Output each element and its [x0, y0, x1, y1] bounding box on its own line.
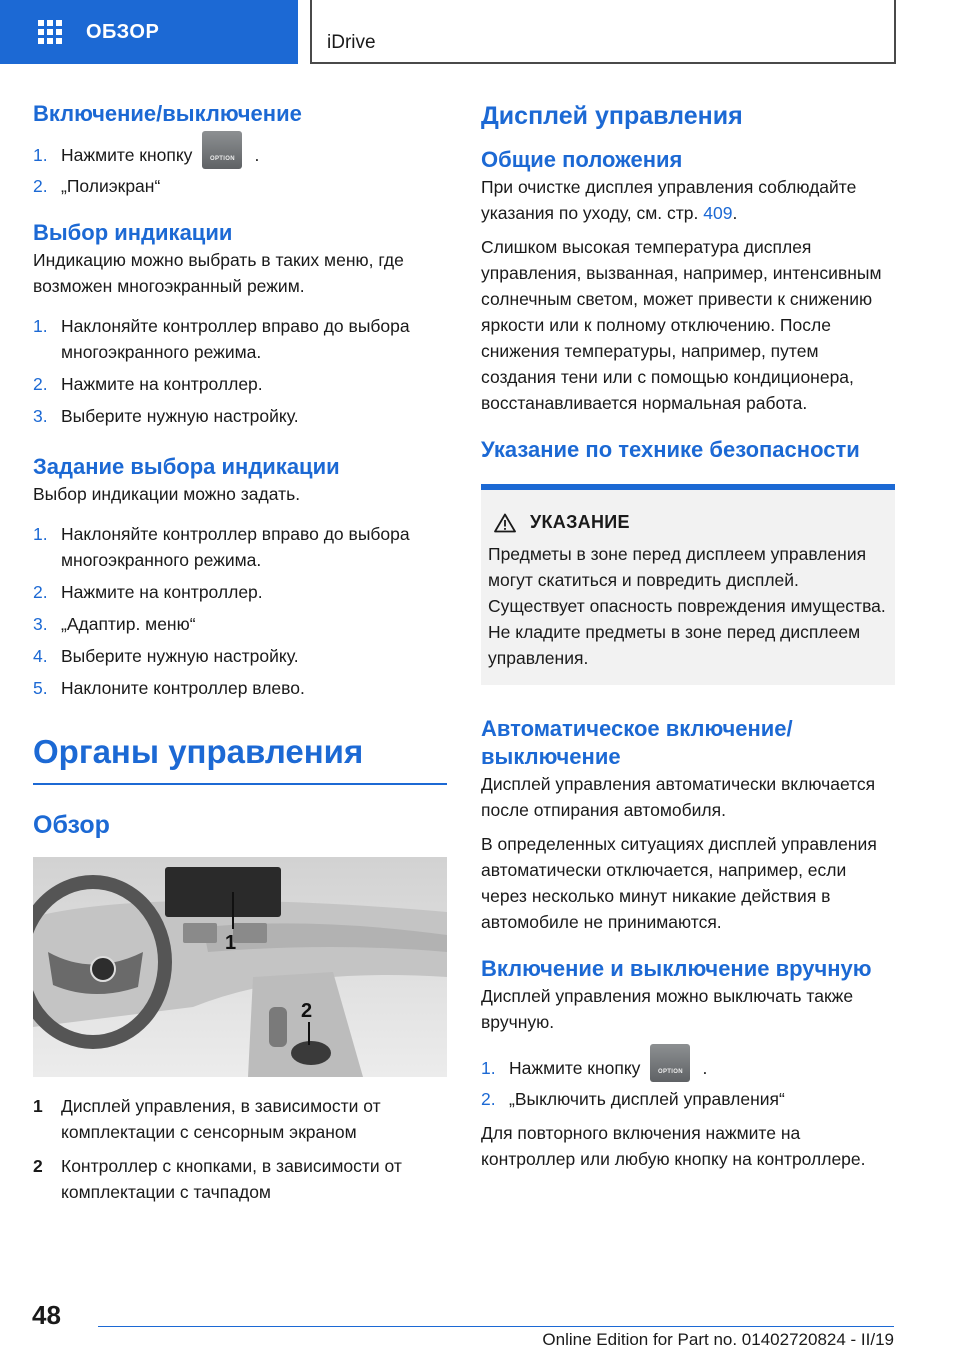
section-title-general: Общие положения	[481, 147, 683, 172]
list-item: 2. „Выключить дисплей управления“	[481, 1089, 785, 1110]
paragraph: Дисплей управления автоматически включается после отпирания автомобиля.	[481, 774, 876, 820]
list-item: 1. Наклоняйте контроллер вправо до выбора многоэкранного режима.	[33, 524, 410, 571]
grid-icon	[38, 20, 64, 44]
header-tab-overview[interactable]	[0, 0, 298, 64]
header-section-label: iDrive	[327, 32, 376, 53]
section-title-manual: Включение и выключение вручную	[481, 956, 872, 981]
controller-shape	[291, 1041, 331, 1065]
paragraph: Для повторного включения нажмите на контроллер или любую кнопку на контроллере.	[481, 1123, 866, 1170]
display-screen-shape	[165, 867, 281, 917]
note-text: Предметы в зоне перед дисплеем управления могут скатиться и повредить дисплей. Существует опасность повреждения имущества. Не кладите предметы в зоне перед дисплеем управления.	[488, 544, 886, 668]
cockpit-image	[33, 857, 447, 1077]
list-item: 5. Наклоните контроллер влево.	[33, 678, 305, 699]
section-title-onoff: Включение/выключение	[33, 101, 302, 126]
left-column	[33, 100, 447, 1205]
section-title-overview: Обзор	[33, 811, 110, 840]
page-link-409[interactable]: 409	[703, 203, 733, 223]
option-button-icon: OPTION	[202, 131, 242, 169]
callout-1: 1	[225, 932, 237, 955]
page-number: 48	[32, 1300, 61, 1330]
legend-item: 2 Контроллер с кнопками, в зависимости от комплектации с тачпадом	[33, 1156, 402, 1203]
cockpit-illustration	[33, 857, 447, 1077]
section-title-safety: Указание по технике безопасности	[481, 437, 860, 462]
list-item: 2. Нажмите на контроллер.	[33, 582, 263, 603]
list-item: 3. Выберите нужную настройку.	[33, 406, 299, 427]
paragraph: Слишком высокая температура дисплея управления, вызванная, например, интенсивным солнечным светом, может привести к снижению яркости или к полному отключению. После снижения температуры, например, путем создания тени или с помощью кондиционера, восстанавливается нормальная работа.	[481, 237, 882, 413]
paragraph: В определенных ситуациях дисплей управления автоматически отключается, например, если через несколько минут никакие действия в автомобиле не принимаются.	[481, 834, 877, 932]
section-title-set-display: Задание выбора индикации	[33, 454, 340, 480]
option-button-icon: OPTION	[650, 1044, 690, 1082]
chapter-title-controls: Органы управления	[33, 733, 364, 771]
list-item: 1. Наклоняйте контроллер вправо до выбора многоэкранного режима.	[33, 316, 410, 363]
footer-edition: Online Edition for Part no. 01402720824 - II/19	[542, 1330, 894, 1349]
paragraph: Индикацию можно выбрать в таких меню, где возможен многоэкранный режим.	[33, 250, 404, 297]
section-title-auto: Автоматическое включение/выключение	[481, 716, 793, 769]
warning-triangle-icon	[494, 513, 516, 533]
note-title: УКАЗАНИЕ	[494, 512, 887, 533]
list-item: 3. „Адаптир. меню“	[33, 614, 196, 635]
paragraph: Дисплей управления можно выключать также вручную.	[481, 986, 854, 1032]
section-title-select-display: Выбор индикации	[33, 220, 233, 246]
callout-2: 2	[301, 1000, 313, 1023]
header-section	[310, 0, 896, 64]
warning-note	[481, 484, 895, 685]
list-item: 1. Нажмите кнопку OPTION .	[33, 142, 447, 169]
list-item: 2. Нажмите на контроллер.	[33, 374, 263, 395]
list-item: 4. Выберите нужную настройку.	[33, 646, 299, 667]
list-item: 2. „Полиэкран“	[33, 176, 161, 197]
section-title-display: Дисплей управления	[481, 102, 743, 130]
header-tab-label: ОБЗОР	[86, 20, 160, 43]
right-column	[481, 100, 895, 1172]
legend-item: 1 Дисплей управления, в зависимости от комплектации с сенсорным экраном	[33, 1096, 381, 1143]
paragraph: При очистке дисплея управления соблюдайте указания по уходу, см. стр. 409.	[481, 177, 857, 223]
chapter-divider	[33, 783, 447, 785]
footer-divider	[98, 1326, 894, 1327]
paragraph: Выбор индикации можно задать.	[33, 484, 301, 505]
list-item: 1. Нажмите кнопку OPTION .	[481, 1055, 895, 1082]
